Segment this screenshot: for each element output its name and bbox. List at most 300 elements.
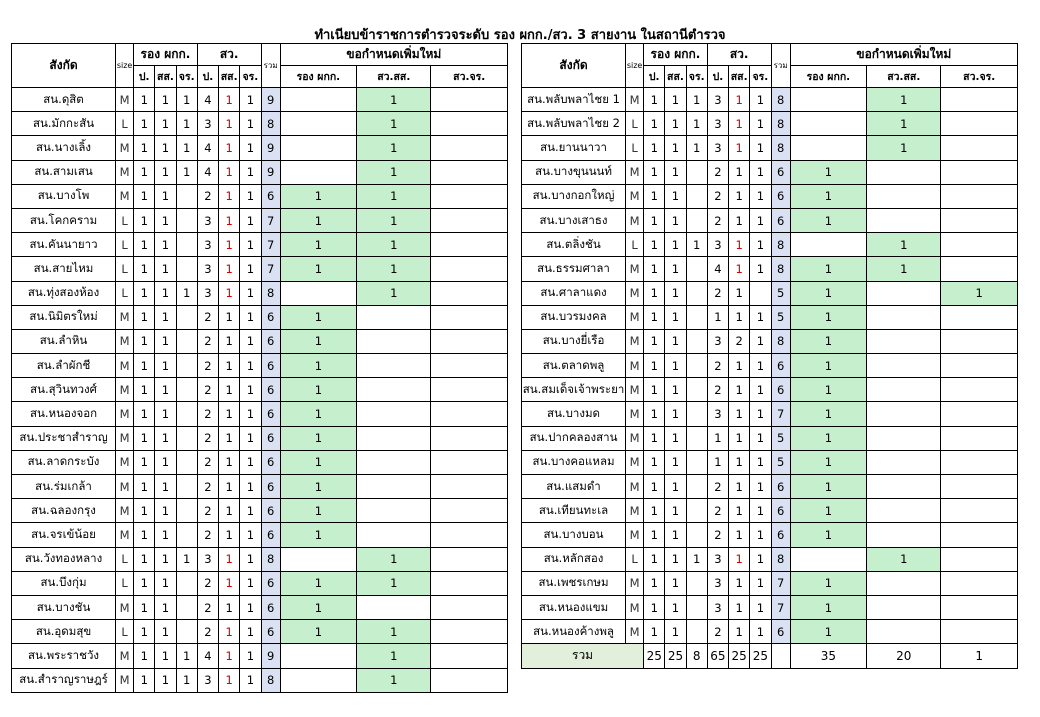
rong-jr-cell <box>686 499 707 523</box>
sw-p-cell: 2 <box>197 523 218 547</box>
sw-ss-cell: 1 <box>729 160 750 184</box>
table-row <box>12 233 508 257</box>
table-row <box>522 378 1018 402</box>
size-cell: M <box>116 402 134 426</box>
sw-jr-cell: 1 <box>750 257 771 281</box>
sw-jr-cell: 1 <box>750 547 771 571</box>
size-cell: L <box>116 112 134 136</box>
rong-jr-cell: 1 <box>176 281 197 305</box>
sw-p-cell: 3 <box>197 208 218 232</box>
req-rong-cell: 1 <box>280 184 356 208</box>
size-cell: M <box>626 354 644 378</box>
req-ss-cell: 1 <box>867 88 941 112</box>
total-cell: 8 <box>771 88 790 112</box>
size-cell: L <box>626 112 644 136</box>
sw-p-cell: 2 <box>707 208 728 232</box>
rong-ss-cell: 1 <box>665 620 686 644</box>
req-ss-cell: 1 <box>867 547 941 571</box>
sw-jr-cell: 1 <box>240 281 261 305</box>
req-ss-cell: 1 <box>867 136 941 160</box>
sw-p-cell: 3 <box>707 329 728 353</box>
rong-ss-cell: 1 <box>665 88 686 112</box>
rong-jr-cell <box>176 475 197 499</box>
rong-p-cell: 1 <box>134 499 155 523</box>
sw-ss-cell: 1 <box>219 595 240 619</box>
sw-ss-cell: 1 <box>729 571 750 595</box>
unit-name: สน.ลำหิน <box>12 329 116 353</box>
sw-p-cell: 2 <box>197 305 218 329</box>
req-jr-cell <box>941 450 1018 474</box>
rong-ss-cell: 1 <box>155 112 176 136</box>
sw-ss-cell: 1 <box>219 136 240 160</box>
rong-jr-cell <box>176 571 197 595</box>
req-ss-cell <box>867 184 941 208</box>
totals-req-jr: 1 <box>941 644 1018 668</box>
total-cell: 6 <box>261 426 280 450</box>
unit-name: สน.ปากคลองสาน <box>522 426 626 450</box>
unit-name: สน.บางคอแหลม <box>522 450 626 474</box>
req-jr-cell <box>431 450 508 474</box>
rong-ss-cell: 1 <box>155 499 176 523</box>
total-cell: 6 <box>261 523 280 547</box>
req-rong-header: รอง ผกก. <box>790 66 866 88</box>
table-row <box>12 595 508 619</box>
total-cell: 8 <box>771 233 790 257</box>
sw-ss-cell: 1 <box>219 281 240 305</box>
sw-jr-cell: 1 <box>240 88 261 112</box>
size-cell: M <box>626 475 644 499</box>
unit-name: สน.นิมิตรใหม่ <box>12 305 116 329</box>
req-jr-cell <box>431 523 508 547</box>
sw-jr-cell: 1 <box>240 571 261 595</box>
sw-p-cell: 2 <box>197 402 218 426</box>
req-rong-cell <box>280 281 356 305</box>
rong-ss-cell: 1 <box>665 595 686 619</box>
req-rong-cell: 1 <box>790 257 866 281</box>
rong-p-cell: 1 <box>644 257 665 281</box>
rong-p-cell: 1 <box>134 136 155 160</box>
sw-jr-cell: 1 <box>240 499 261 523</box>
req-ss-cell <box>867 378 941 402</box>
total-cell: 6 <box>261 620 280 644</box>
unit-name: สน.พลับพลาไชย 1 <box>522 88 626 112</box>
unit-name: สน.หนองแขม <box>522 595 626 619</box>
size-cell: M <box>116 378 134 402</box>
req-ss-cell <box>867 305 941 329</box>
rong-jr-cell: 1 <box>686 112 707 136</box>
req-jr-cell <box>431 571 508 595</box>
rong-ss-cell: 1 <box>665 233 686 257</box>
total-cell: 7 <box>771 402 790 426</box>
rong-p-cell: 1 <box>134 571 155 595</box>
unit-name: สน.ลำผักชี <box>12 354 116 378</box>
rong-p-cell: 1 <box>644 184 665 208</box>
rong-p-header: ป. <box>644 66 665 88</box>
sw-jr-cell: 1 <box>750 571 771 595</box>
req-jr-cell <box>431 475 508 499</box>
sw-p-cell: 4 <box>707 257 728 281</box>
rong-jr-cell <box>686 305 707 329</box>
sw-p-cell: 3 <box>197 547 218 571</box>
rong-ss-cell: 1 <box>665 281 686 305</box>
rong-jr-cell <box>686 184 707 208</box>
sw-ss-cell: 1 <box>219 160 240 184</box>
req-rong-cell: 1 <box>790 329 866 353</box>
rong-jr-cell <box>686 160 707 184</box>
rong-p-cell: 1 <box>644 233 665 257</box>
sw-ss-cell: 1 <box>729 208 750 232</box>
table-row <box>522 354 1018 378</box>
size-header: size <box>626 44 644 88</box>
req-jr-cell <box>941 233 1018 257</box>
sw-ss-cell: 1 <box>219 644 240 668</box>
sw-ss-cell: 1 <box>219 112 240 136</box>
req-rong-cell <box>790 88 866 112</box>
table-row <box>522 160 1018 184</box>
size-cell: M <box>116 329 134 353</box>
rong-p-cell: 1 <box>134 354 155 378</box>
unit-name: สน.นางเลิ้ง <box>12 136 116 160</box>
req-rong-cell: 1 <box>280 257 356 281</box>
unit-header: สังกัด <box>12 44 116 88</box>
sw-p-cell: 3 <box>707 88 728 112</box>
sum-header: รวม <box>771 44 790 88</box>
rong-jr-cell: 1 <box>176 112 197 136</box>
sw-p-cell: 4 <box>197 88 218 112</box>
unit-name: สน.ศาลาแดง <box>522 281 626 305</box>
rong-p-cell: 1 <box>134 668 155 692</box>
sw-p-cell: 2 <box>707 281 728 305</box>
req-rong-cell <box>790 233 866 257</box>
table-row <box>12 88 508 112</box>
size-cell: M <box>116 88 134 112</box>
rong-ss-cell: 1 <box>665 184 686 208</box>
sw-ss-cell: 1 <box>219 426 240 450</box>
size-cell: M <box>626 329 644 353</box>
sw-jr-cell <box>750 281 771 305</box>
rong-ss-cell: 1 <box>155 184 176 208</box>
size-cell: M <box>116 475 134 499</box>
rong-jr-cell <box>686 378 707 402</box>
req-jr-cell <box>431 208 508 232</box>
rong-ss-cell: 1 <box>155 378 176 402</box>
req-rong-cell <box>280 136 356 160</box>
unit-name: สน.โคกคราม <box>12 208 116 232</box>
sw-ss-cell: 1 <box>219 329 240 353</box>
size-cell: M <box>626 620 644 644</box>
sw-p-cell: 2 <box>197 595 218 619</box>
rong-jr-cell <box>686 354 707 378</box>
total-cell: 6 <box>771 523 790 547</box>
rong-ss-cell: 1 <box>665 257 686 281</box>
req-jr-header: สว.จร. <box>941 66 1018 88</box>
totals-rong-jr: 8 <box>686 644 707 668</box>
sw-ss-cell: 1 <box>219 378 240 402</box>
req-ss-cell <box>867 571 941 595</box>
sw-p-cell: 2 <box>707 184 728 208</box>
req-ss-cell <box>867 450 941 474</box>
rong-jr-cell: 1 <box>686 233 707 257</box>
req-rong-cell: 1 <box>280 523 356 547</box>
rong-ss-cell: 1 <box>155 305 176 329</box>
rong-ss-cell: 1 <box>665 305 686 329</box>
table-row <box>522 305 1018 329</box>
rong-p-cell: 1 <box>644 620 665 644</box>
unit-name: สน.จรเข้น้อย <box>12 523 116 547</box>
total-cell: 8 <box>261 112 280 136</box>
sw-p-cell: 3 <box>707 402 728 426</box>
unit-name: สน.สมเด็จเจ้าพระยา <box>522 378 626 402</box>
size-cell: M <box>626 450 644 474</box>
size-cell: M <box>626 595 644 619</box>
rong-jr-cell <box>176 257 197 281</box>
left-table <box>11 43 508 693</box>
rong-jr-cell <box>686 426 707 450</box>
total-cell: 5 <box>771 450 790 474</box>
rong-jr-cell <box>686 620 707 644</box>
sw-jr-cell: 1 <box>750 329 771 353</box>
req-ss-cell: 1 <box>357 233 431 257</box>
rong-ss-cell: 1 <box>665 112 686 136</box>
sw-jr-cell: 1 <box>240 668 261 692</box>
sw-ss-cell: 1 <box>729 475 750 499</box>
rong-jr-cell <box>176 523 197 547</box>
sw-p-cell: 2 <box>197 475 218 499</box>
sw-ss-cell: 1 <box>219 668 240 692</box>
rong-p-cell: 1 <box>644 499 665 523</box>
rong-jr-cell <box>686 450 707 474</box>
sw-ss-cell: 1 <box>219 523 240 547</box>
size-cell: M <box>116 523 134 547</box>
sw-jr-cell: 1 <box>240 595 261 619</box>
req-rong-cell <box>280 160 356 184</box>
sw-p-cell: 3 <box>707 547 728 571</box>
totals-label: รวม <box>522 644 644 668</box>
size-cell: M <box>116 450 134 474</box>
right-table <box>521 43 1018 669</box>
sw-ss-cell: 1 <box>729 499 750 523</box>
req-jr-cell <box>941 160 1018 184</box>
rong-p-cell: 1 <box>134 620 155 644</box>
sw-jr-cell: 1 <box>750 450 771 474</box>
req-jr-cell <box>431 281 508 305</box>
req-rong-cell <box>790 112 866 136</box>
req-rong-cell: 1 <box>280 208 356 232</box>
rong-p-cell: 1 <box>134 184 155 208</box>
total-cell: 6 <box>771 499 790 523</box>
size-cell: M <box>116 668 134 692</box>
table-row <box>522 620 1018 644</box>
table-row <box>522 136 1018 160</box>
unit-name: สน.ยานนาวา <box>522 136 626 160</box>
rong-ss-cell: 1 <box>155 595 176 619</box>
req-rong-cell: 1 <box>790 426 866 450</box>
rong-p-cell: 1 <box>644 547 665 571</box>
sw-p-cell: 3 <box>707 233 728 257</box>
rong-jr-cell <box>176 208 197 232</box>
unit-name: สน.ร่มเกล้า <box>12 475 116 499</box>
rong-ss-cell: 1 <box>665 547 686 571</box>
rong-p-cell: 1 <box>134 450 155 474</box>
sw-jr-cell: 1 <box>240 208 261 232</box>
rong-ss-cell: 1 <box>155 426 176 450</box>
unit-name: สน.ธรรมศาลา <box>522 257 626 281</box>
table-row <box>522 112 1018 136</box>
sw-jr-cell: 1 <box>240 378 261 402</box>
req-rong-cell: 1 <box>790 475 866 499</box>
rong-jr-cell <box>176 595 197 619</box>
sw-jr-cell: 1 <box>240 112 261 136</box>
req-jr-cell <box>941 426 1018 450</box>
sw-jr-cell: 1 <box>240 644 261 668</box>
req-rong-header: รอง ผกก. <box>280 66 356 88</box>
unit-name: สน.บางชัน <box>12 595 116 619</box>
req-rong-cell <box>790 136 866 160</box>
totals-row <box>522 644 1018 668</box>
unit-name: สน.พระราชวัง <box>12 644 116 668</box>
total-cell: 6 <box>771 160 790 184</box>
size-cell: M <box>626 402 644 426</box>
req-jr-cell <box>431 595 508 619</box>
unit-name: สน.บางขุนนนท์ <box>522 160 626 184</box>
total-cell: 6 <box>261 450 280 474</box>
rong-ss-cell: 1 <box>155 547 176 571</box>
sw-p-cell: 2 <box>197 354 218 378</box>
req-jr-cell <box>941 112 1018 136</box>
rong-ss-cell: 1 <box>155 402 176 426</box>
size-cell: M <box>116 354 134 378</box>
sw-p-cell: 1 <box>707 450 728 474</box>
total-cell: 6 <box>771 620 790 644</box>
sw-jr-cell: 1 <box>750 426 771 450</box>
rong-ss-cell: 1 <box>665 402 686 426</box>
unit-name: สน.ประชาสำราญ <box>12 426 116 450</box>
req-jr-cell <box>941 523 1018 547</box>
table-row <box>12 329 508 353</box>
size-cell: M <box>626 281 644 305</box>
totals-sw-p: 65 <box>707 644 728 668</box>
total-cell: 8 <box>261 668 280 692</box>
req-ss-cell: 1 <box>357 88 431 112</box>
unit-name: สน.สายไหม <box>12 257 116 281</box>
rong-group-header: รอง ผกก. <box>644 44 708 66</box>
sw-ss-cell: 1 <box>219 354 240 378</box>
rong-p-cell: 1 <box>644 523 665 547</box>
req-jr-cell <box>941 354 1018 378</box>
table-row <box>12 499 508 523</box>
size-cell: L <box>116 281 134 305</box>
sw-ss-cell: 1 <box>729 620 750 644</box>
total-cell: 7 <box>261 233 280 257</box>
size-cell: L <box>626 547 644 571</box>
req-ss-cell <box>357 378 431 402</box>
sw-ss-cell: 1 <box>219 571 240 595</box>
total-cell: 8 <box>771 112 790 136</box>
total-cell: 7 <box>771 571 790 595</box>
size-cell: L <box>626 136 644 160</box>
sw-ss-cell: 1 <box>729 88 750 112</box>
total-cell: 6 <box>261 402 280 426</box>
total-cell: 5 <box>771 305 790 329</box>
req-ss-header: สว.สส. <box>867 66 941 88</box>
req-rong-cell: 1 <box>790 281 866 305</box>
sw-ss-cell: 1 <box>729 450 750 474</box>
table-row <box>12 426 508 450</box>
sw-p-cell: 3 <box>707 571 728 595</box>
sw-ss-cell: 2 <box>729 329 750 353</box>
sw-p-cell: 2 <box>197 620 218 644</box>
unit-name: สน.บางมด <box>522 402 626 426</box>
table-row <box>12 644 508 668</box>
req-ss-header: สว.สส. <box>357 66 431 88</box>
rong-jr-cell <box>686 329 707 353</box>
size-cell: M <box>116 499 134 523</box>
req-ss-cell: 1 <box>357 620 431 644</box>
rong-ss-cell: 1 <box>665 208 686 232</box>
req-jr-cell <box>941 136 1018 160</box>
table-row <box>12 136 508 160</box>
total-cell: 6 <box>261 329 280 353</box>
size-cell: M <box>116 136 134 160</box>
table-row <box>12 547 508 571</box>
rong-ss-cell: 1 <box>665 329 686 353</box>
rong-p-cell: 1 <box>644 136 665 160</box>
req-jr-cell <box>431 88 508 112</box>
req-ss-cell <box>867 208 941 232</box>
req-rong-cell: 1 <box>790 523 866 547</box>
sw-ss-cell: 1 <box>729 233 750 257</box>
rong-p-cell: 1 <box>134 281 155 305</box>
req-jr-cell <box>941 402 1018 426</box>
sw-ss-cell: 1 <box>219 184 240 208</box>
table-row <box>12 281 508 305</box>
sw-ss-cell: 1 <box>219 499 240 523</box>
rong-jr-cell: 1 <box>176 136 197 160</box>
table-row <box>522 88 1018 112</box>
req-jr-cell <box>941 475 1018 499</box>
sw-ss-cell: 1 <box>219 88 240 112</box>
total-cell: 6 <box>261 499 280 523</box>
totals-req-ss: 20 <box>867 644 941 668</box>
unit-name: สน.ตลิ่งชัน <box>522 233 626 257</box>
size-cell: M <box>626 378 644 402</box>
sw-jr-cell: 1 <box>240 426 261 450</box>
req-jr-cell <box>431 160 508 184</box>
sw-jr-cell: 1 <box>240 402 261 426</box>
table-row <box>12 450 508 474</box>
sw-jr-cell: 1 <box>240 184 261 208</box>
sw-p-cell: 3 <box>197 668 218 692</box>
rong-ss-cell: 1 <box>665 426 686 450</box>
unit-name: สน.หลักสอง <box>522 547 626 571</box>
req-ss-cell: 1 <box>867 233 941 257</box>
size-cell: L <box>116 233 134 257</box>
req-jr-cell <box>431 305 508 329</box>
req-rong-cell <box>280 112 356 136</box>
rong-p-cell: 1 <box>134 305 155 329</box>
req-jr-cell <box>941 620 1018 644</box>
unit-name: สน.บางเสาธง <box>522 208 626 232</box>
rong-jr-cell <box>176 499 197 523</box>
req-rong-cell: 1 <box>790 208 866 232</box>
req-rong-cell: 1 <box>790 160 866 184</box>
sw-p-cell: 4 <box>197 160 218 184</box>
rong-jr-cell: 1 <box>176 88 197 112</box>
rong-p-cell: 1 <box>644 329 665 353</box>
sw-p-cell: 4 <box>197 644 218 668</box>
rong-group-header: รอง ผกก. <box>134 44 198 66</box>
rong-ss-header: สส. <box>155 66 176 88</box>
